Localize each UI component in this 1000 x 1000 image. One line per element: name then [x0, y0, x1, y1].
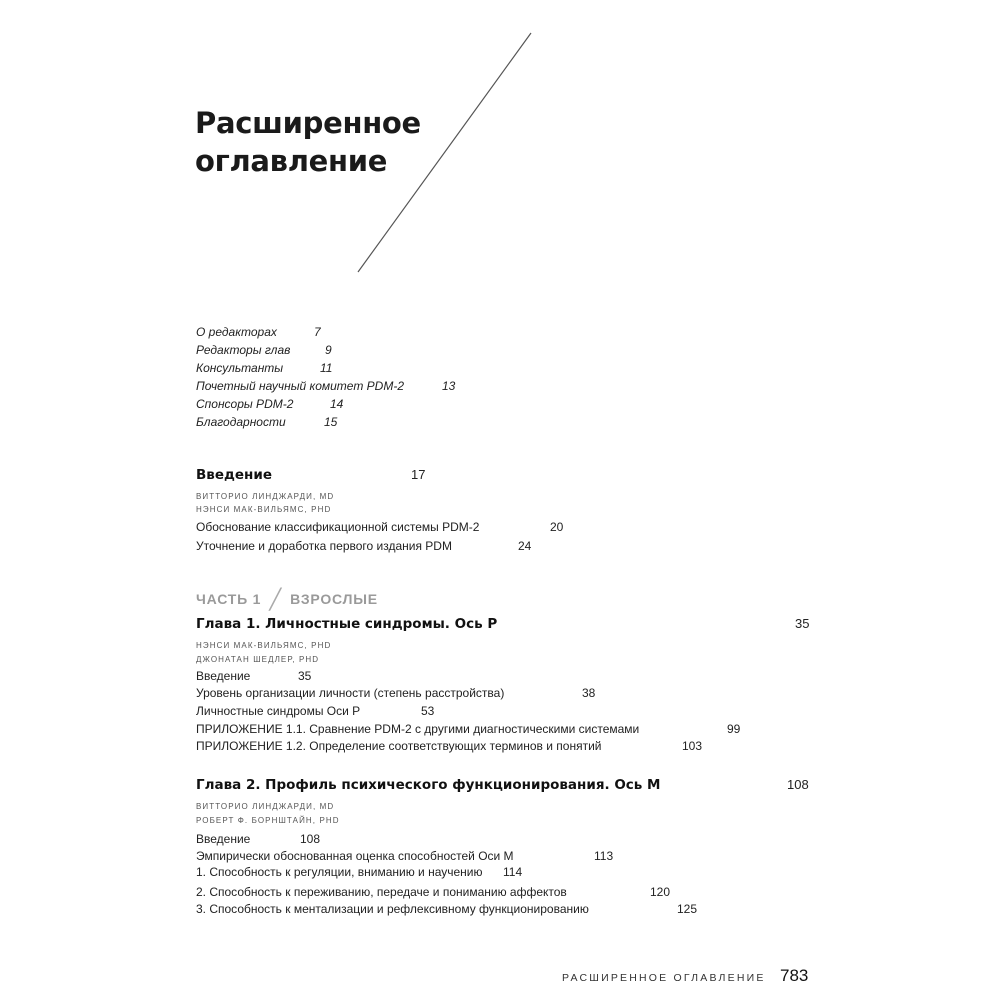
front-matter-label: Консультанты: [196, 361, 284, 375]
introduction-title[interactable]: Введение: [196, 467, 272, 483]
toc-entry-page: 108: [300, 832, 321, 846]
toc-entry-page: 24: [518, 539, 532, 553]
author-line: НЭНСИ МАК-ВИЛЬЯМС, PHD: [196, 641, 332, 650]
toc-entry-label[interactable]: Эмпирически обоснованная оценка способностей Оси M: [196, 849, 514, 863]
front-matter-list: [196, 323, 456, 431]
toc-entry-page: 35: [298, 669, 312, 683]
part-heading: [196, 587, 378, 612]
front-matter-page: 11: [320, 361, 333, 375]
front-matter-page: 7: [314, 325, 321, 339]
front-matter-page: 9: [325, 343, 332, 357]
toc-entry-label[interactable]: Уточнение и доработка первого издания PDM: [196, 539, 452, 553]
part-number: ЧАСТЬ 1: [196, 591, 262, 607]
chapter-title[interactable]: Глава 1. Личностные синдромы. Ось P: [196, 616, 498, 632]
toc-entry-page: 99: [727, 722, 741, 736]
toc-entry-label[interactable]: Уровень организации личности (степень расстройства): [196, 686, 505, 700]
toc-entry-page: 103: [682, 739, 703, 753]
front-matter-page: 15: [324, 415, 338, 429]
toc-entry-page: 53: [421, 704, 435, 718]
front-matter-item[interactable]: [196, 395, 404, 413]
front-matter-item[interactable]: [196, 413, 404, 431]
page-number: 783: [780, 966, 809, 985]
front-matter-label: О редакторах: [196, 325, 277, 339]
toc-entry-label[interactable]: Обоснование классификационной системы PDM-2: [196, 520, 480, 534]
toc-entry-label[interactable]: ПРИЛОЖЕНИЕ 1.2. Определение соответствующих терминов и понятий: [196, 739, 602, 753]
author-line: ВИТТОРИО ЛИНДЖАРДИ, MD: [196, 802, 335, 811]
slash-separator-icon: ╱: [269, 589, 283, 611]
toc-entry-label[interactable]: Введение: [196, 669, 251, 683]
toc-entry-label[interactable]: 2. Способность к переживанию, передаче и пониманию аффектов: [196, 885, 567, 899]
toc-entry-label[interactable]: ПРИЛОЖЕНИЕ 1.1. Сравнение PDM-2 с другими диагностическими системами: [196, 722, 640, 736]
toc-entry-page: 113: [594, 849, 614, 863]
toc-entry-page: 38: [582, 686, 596, 700]
running-footer-label: РАСШИРЕННОЕ ОГЛАВЛЕНИЕ: [562, 972, 766, 984]
author-line: ДЖОНАТАН ШЕДЛЕР, PHD: [196, 655, 320, 664]
toc-entry-label[interactable]: 3. Способность к ментализации и рефлексивному функционированию: [196, 902, 589, 916]
toc-entry-label[interactable]: 1. Способность к регуляции, вниманию и научению: [196, 865, 483, 879]
front-matter-item[interactable]: [196, 323, 404, 341]
toc-entry-page: 114: [503, 865, 523, 879]
introduction-page: 17: [411, 467, 426, 482]
toc-entry-label[interactable]: Личностные синдромы Оси P: [196, 704, 361, 718]
part-name: ВЗРОСЛЫЕ: [290, 591, 378, 607]
front-matter-label: Благодарности: [196, 415, 286, 429]
author-line: НЭНСИ МАК-ВИЛЬЯМС, PHD: [196, 505, 332, 514]
chapter-page: 35: [795, 616, 810, 631]
front-matter-item[interactable]: [196, 341, 404, 359]
title-line-2: оглавление: [195, 144, 388, 178]
front-matter-page: 13: [442, 379, 456, 393]
page-title: [195, 104, 421, 180]
front-matter-item[interactable]: [196, 377, 456, 395]
toc-entry-label[interactable]: Введение: [196, 832, 251, 846]
toc-entry-page: 125: [677, 902, 698, 916]
title-line-1: Расширенное: [195, 106, 421, 140]
toc-entry-page: 120: [650, 885, 671, 899]
front-matter-label: Редакторы глав: [196, 343, 291, 357]
toc-entry-page: 20: [550, 520, 564, 534]
front-matter-label: Спонсоры PDM-2: [196, 397, 294, 411]
chapter-page: 108: [787, 777, 809, 792]
chapter-title[interactable]: Глава 2. Профиль психического функционирования. Ось M: [196, 777, 661, 793]
author-line: РОБЕРТ Ф. БОРНШТАЙН, PHD: [196, 816, 340, 825]
front-matter-page: 14: [330, 397, 344, 411]
front-matter-item[interactable]: [196, 359, 404, 377]
front-matter-label: Почетный научный комитет PDM-2: [196, 379, 404, 393]
author-line: ВИТТОРИО ЛИНДЖАРДИ, MD: [196, 492, 335, 501]
